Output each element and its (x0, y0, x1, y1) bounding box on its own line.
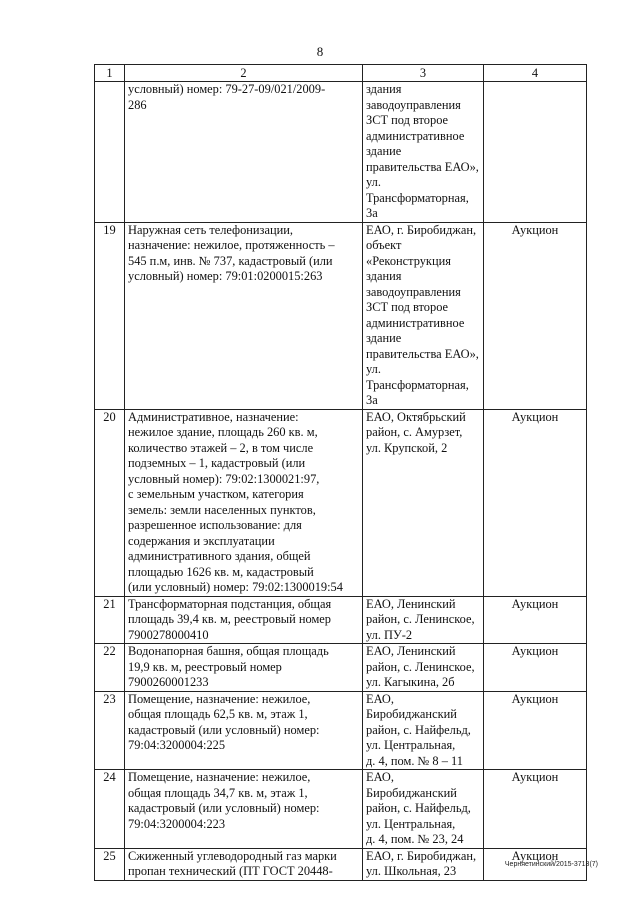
sale-method-cell: Аукцион (484, 222, 587, 409)
address-cell: ЕАО, Ленинский район, с. Ленинское, ул. ПУ-2 (363, 596, 484, 644)
row-number-cell: 23 (95, 691, 125, 770)
table-row (95, 770, 587, 849)
description-cell: Административное, назначение: нежилое здание, площадь 260 кв. м, количество этажей – 2, в том числе подземных – 1, кадастровый (или условный номер): 79:02:1300021:97, с земельным участком, категория земель: земли населенных пунктов, разрешенное использование: для содержания и эксплуатации административного здания, общей площадью 1626 кв. м, кадастровый (или условный) номер: 79:02:1300019:54 (125, 409, 363, 596)
table-row (95, 644, 587, 692)
sale-method-cell: Аукцион (484, 770, 587, 849)
row-number-cell: 22 (95, 644, 125, 692)
table-row (95, 222, 587, 409)
sale-method-cell: Аукцион (484, 409, 587, 596)
sale-method-cell: Аукцион (484, 691, 587, 770)
property-table (94, 64, 587, 881)
document-footer-code: Черняетинский/2015-3713(7) (504, 861, 598, 868)
row-number-cell: 20 (95, 409, 125, 596)
header-cell: 2 (125, 65, 363, 82)
address-cell: ЕАО, Октябрьский район, с. Амурзет, ул. Крупской, 2 (363, 409, 484, 596)
address-cell: ЕАО, Биробиджанский район, с. Найфельд, ул. Центральная, д. 4, пом. № 23, 24 (363, 770, 484, 849)
row-number-cell: 19 (95, 222, 125, 409)
address-cell: здания заводоуправления ЗСТ под второе административное здание правительства ЕАО», ул. Трансформаторная, 3а (363, 82, 484, 223)
sale-method-cell (484, 82, 587, 223)
row-number-cell: 21 (95, 596, 125, 644)
page-number: 8 (316, 44, 324, 59)
table-row (95, 82, 587, 223)
sale-method-cell: Аукцион (484, 596, 587, 644)
table-row (95, 409, 587, 596)
description-cell: условный) номер: 79-27-09/021/2009- 286 (125, 82, 363, 223)
table-row (95, 691, 587, 770)
description-cell: Сжиженный углеводородный газ марки пропан технический (ПТ ГОСТ 20448- (125, 848, 363, 880)
description-cell: Помещение, назначение: нежилое, общая площадь 62,5 кв. м, этаж 1, кадастровый (или условный) номер: 79:04:3200004:225 (125, 691, 363, 770)
table-row (95, 596, 587, 644)
row-number-cell (95, 82, 125, 223)
description-cell: Водонапорная башня, общая площадь 19,9 кв. м, реестровый номер 7900260001233 (125, 644, 363, 692)
row-number-cell: 25 (95, 848, 125, 880)
header-cell: 3 (363, 65, 484, 82)
sale-method-cell: Аукцион (484, 644, 587, 692)
address-cell: ЕАО, г. Биробиджан, объект «Реконструкция здания заводоуправления ЗСТ под второе административное здание правительства ЕАО», ул. Трансформаторная, 3а (363, 222, 484, 409)
row-number-cell: 24 (95, 770, 125, 849)
sale-method-cell: Аукцион (484, 848, 587, 880)
description-cell: Трансформаторная подстанция, общая площадь 39,4 кв. м, реестровый номер 7900278000410 (125, 596, 363, 644)
address-cell: ЕАО, г. Биробиджан, ул. Школьная, 23 (363, 848, 484, 880)
table-header-row (95, 65, 587, 82)
header-cell: 1 (95, 65, 125, 82)
address-cell: ЕАО, Ленинский район, с. Ленинское, ул. Кагыкина, 2б (363, 644, 484, 692)
header-cell: 4 (484, 65, 587, 82)
description-cell: Помещение, назначение: нежилое, общая площадь 34,7 кв. м, этаж 1, кадастровый (или условный) номер: 79:04:3200004:223 (125, 770, 363, 849)
address-cell: ЕАО, Биробиджанский район, с. Найфельд, ул. Центральная, д. 4, пом. № 8 – 11 (363, 691, 484, 770)
description-cell: Наружная сеть телефонизации, назначение: нежилое, протяженность – 545 п.м, инв. № 737, кадастровый (или условный) номер: 79:01:0200015:263 (125, 222, 363, 409)
